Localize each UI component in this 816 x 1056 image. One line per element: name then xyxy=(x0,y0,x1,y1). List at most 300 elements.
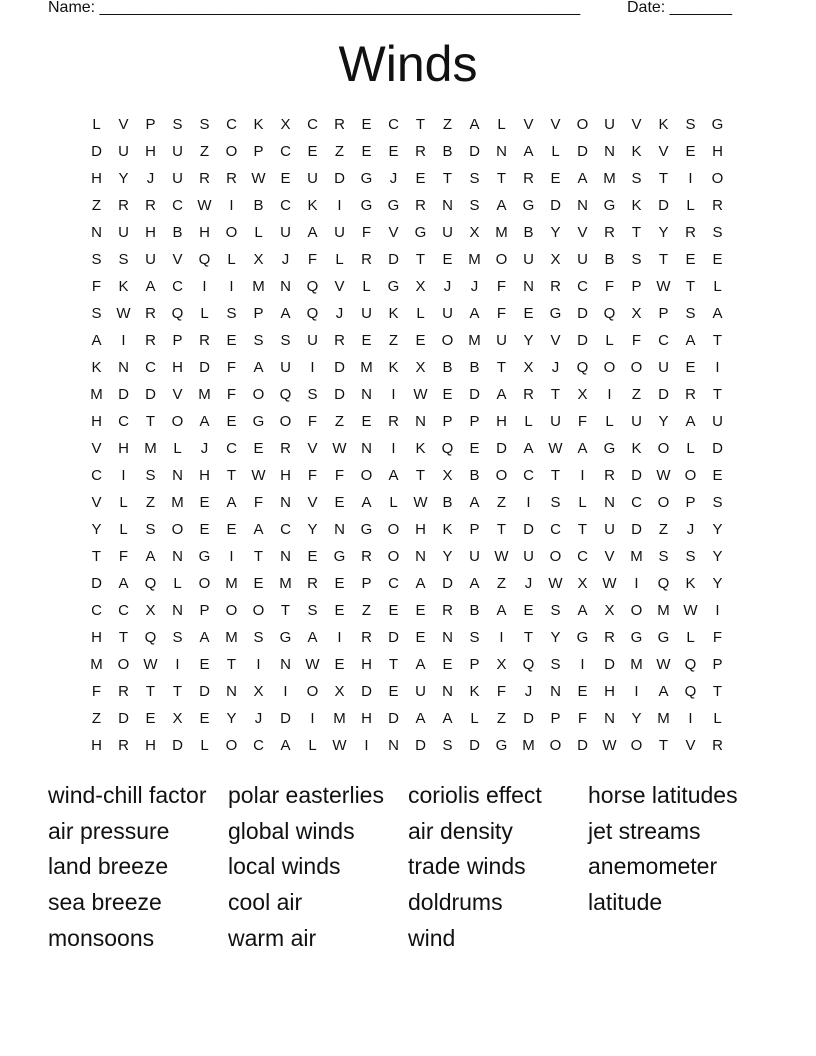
grid-letter: N xyxy=(388,737,399,754)
grid-letter: Q xyxy=(171,305,184,322)
grid-letter: O xyxy=(684,467,697,484)
grid-letter: G xyxy=(549,305,562,322)
grid-letter: L xyxy=(362,278,371,295)
grid-letter: A xyxy=(577,602,588,619)
grid-letter: I xyxy=(634,575,639,592)
grid-letter: C xyxy=(91,602,102,619)
grid-letter: T xyxy=(550,467,561,484)
grid-letter: K xyxy=(307,197,318,214)
grid-letter: U xyxy=(307,332,318,349)
name-field-label: Name: ______________________________________________________ xyxy=(48,0,581,16)
grid-letter: R xyxy=(118,737,129,754)
grid-letter: D xyxy=(388,629,399,646)
grid-letter: K xyxy=(388,359,399,376)
grid-letter: L xyxy=(227,251,236,268)
grid-letter: K xyxy=(388,305,399,322)
grid-letter: V xyxy=(550,116,561,133)
grid-row xyxy=(83,111,733,138)
grid-letter: M xyxy=(225,575,238,592)
grid-letter: E xyxy=(415,332,426,349)
grid-letter: F xyxy=(226,386,237,403)
grid-letter: Q xyxy=(522,656,535,673)
grid-letter: C xyxy=(523,467,534,484)
grid-letter: V xyxy=(307,494,318,511)
grid-letter: U xyxy=(604,116,615,133)
grid-letter: N xyxy=(442,629,453,646)
grid-letter: E xyxy=(361,143,372,160)
grid-letter: B xyxy=(442,494,453,511)
grid-letter: E xyxy=(253,440,264,457)
grid-letter: N xyxy=(118,359,129,376)
grid-letter: L xyxy=(470,710,479,727)
grid-row xyxy=(83,435,733,462)
grid-letter: W xyxy=(656,278,671,295)
grid-letter: Y xyxy=(712,521,723,538)
grid-letter: P xyxy=(658,305,669,322)
word-list-item: local winds xyxy=(228,853,341,880)
grid-letter: I xyxy=(229,548,234,565)
grid-letter: G xyxy=(252,413,265,430)
word-search-grid xyxy=(83,111,733,759)
grid-letter: M xyxy=(333,710,346,727)
grid-letter: W xyxy=(548,575,563,592)
grid-letter: D xyxy=(469,143,480,160)
grid-letter: O xyxy=(630,359,643,376)
grid-letter: A xyxy=(496,197,507,214)
grid-letter: L xyxy=(173,440,182,457)
grid-letter: P xyxy=(199,602,210,619)
grid-letter: M xyxy=(468,332,481,349)
grid-letter: A xyxy=(199,629,210,646)
grid-letter: O xyxy=(441,332,454,349)
grid-letter: X xyxy=(550,251,561,268)
grid-letter: Q xyxy=(576,359,589,376)
grid-letter: Y xyxy=(118,170,129,187)
grid-row xyxy=(83,543,733,570)
grid-letter: K xyxy=(91,359,102,376)
grid-letter: E xyxy=(361,332,372,349)
grid-letter: S xyxy=(280,332,291,349)
grid-letter: M xyxy=(225,629,238,646)
grid-letter: O xyxy=(225,602,238,619)
grid-letter: P xyxy=(631,278,642,295)
grid-letter: D xyxy=(118,386,129,403)
grid-letter: C xyxy=(550,521,561,538)
grid-letter: F xyxy=(118,548,129,565)
grid-letter: E xyxy=(280,170,291,187)
grid-letter: I xyxy=(283,683,288,700)
grid-letter: N xyxy=(604,494,615,511)
grid-letter: O xyxy=(225,737,238,754)
grid-letter: K xyxy=(631,143,642,160)
grid-letter: L xyxy=(389,494,398,511)
grid-letter: Y xyxy=(550,629,561,646)
grid-letter: S xyxy=(469,197,480,214)
grid-letter: N xyxy=(577,197,588,214)
grid-letter: M xyxy=(171,494,184,511)
grid-letter: R xyxy=(442,602,453,619)
grid-letter: P xyxy=(145,116,156,133)
grid-letter: H xyxy=(91,737,102,754)
grid-letter: O xyxy=(603,359,616,376)
grid-letter: G xyxy=(711,116,724,133)
grid-letter: F xyxy=(577,413,588,430)
grid-letter: Q xyxy=(306,278,319,295)
grid-letter: H xyxy=(280,467,291,484)
grid-letter: E xyxy=(253,575,264,592)
grid-letter: N xyxy=(415,548,426,565)
grid-letter: X xyxy=(496,656,507,673)
grid-row xyxy=(83,516,733,543)
word-list-item: monsoons xyxy=(48,924,155,951)
grid-letter: E xyxy=(334,575,345,592)
grid-letter: A xyxy=(280,737,291,754)
word-list-item: global winds xyxy=(228,817,355,844)
grid-row xyxy=(83,165,733,192)
grid-letter: G xyxy=(387,197,400,214)
grid-letter: O xyxy=(657,440,670,457)
grid-letter: F xyxy=(307,413,318,430)
grid-letter: X xyxy=(334,683,345,700)
grid-letter: G xyxy=(414,224,427,241)
grid-letter: R xyxy=(118,683,129,700)
grid-letter: C xyxy=(91,467,102,484)
grid-letter: S xyxy=(442,737,453,754)
grid-letter: A xyxy=(145,548,156,565)
grid-letter: I xyxy=(634,683,639,700)
grid-letter: P xyxy=(712,656,723,673)
grid-letter: E xyxy=(199,494,210,511)
grid-letter: M xyxy=(657,602,670,619)
grid-letter: V xyxy=(631,116,642,133)
grid-letter: T xyxy=(442,170,453,187)
grid-letter: J xyxy=(551,359,560,376)
grid-letter: Y xyxy=(658,224,669,241)
grid-letter: O xyxy=(306,683,319,700)
grid-letter: G xyxy=(387,278,400,295)
grid-letter: Z xyxy=(334,143,345,160)
grid-letter: E xyxy=(307,548,318,565)
grid-letter: R xyxy=(361,548,372,565)
grid-letter: V xyxy=(91,440,102,457)
grid-letter: P xyxy=(469,521,480,538)
grid-letter: E xyxy=(685,143,696,160)
grid-letter: T xyxy=(496,359,507,376)
grid-letter: A xyxy=(307,224,318,241)
grid-letter: F xyxy=(496,305,507,322)
grid-letter: D xyxy=(172,737,183,754)
grid-letter: H xyxy=(415,521,426,538)
grid-row xyxy=(83,381,733,408)
grid-letter: O xyxy=(360,467,373,484)
grid-row xyxy=(83,192,733,219)
grid-letter: B xyxy=(604,251,615,268)
grid-letter: V xyxy=(118,116,129,133)
grid-letter: A xyxy=(577,170,588,187)
grid-letter: S xyxy=(253,332,264,349)
grid-letter: A xyxy=(415,710,426,727)
grid-letter: V xyxy=(172,251,183,268)
grid-letter: Z xyxy=(658,521,669,538)
grid-letter: S xyxy=(91,251,102,268)
grid-letter: T xyxy=(415,251,426,268)
grid-letter: X xyxy=(145,602,156,619)
grid-letter: O xyxy=(630,737,643,754)
grid-letter: D xyxy=(577,332,588,349)
grid-letter: I xyxy=(364,737,369,754)
grid-letter: Y xyxy=(712,548,723,565)
grid-letter: H xyxy=(91,413,102,430)
grid-letter: Z xyxy=(334,413,345,430)
grid-letter: U xyxy=(172,170,183,187)
grid-letter: Y xyxy=(712,575,723,592)
word-list-item: polar easterlies xyxy=(228,782,384,808)
grid-letter: F xyxy=(604,278,615,295)
grid-letter: X xyxy=(253,251,264,268)
grid-letter: K xyxy=(469,683,480,700)
grid-letter: D xyxy=(577,737,588,754)
grid-letter: P xyxy=(550,710,561,727)
grid-letter: S xyxy=(631,170,642,187)
grid-row xyxy=(83,489,733,516)
word-list-item: jet streams xyxy=(588,817,701,844)
grid-letter: C xyxy=(631,494,642,511)
grid-letter: U xyxy=(172,143,183,160)
grid-letter: V xyxy=(550,332,561,349)
grid-letter: K xyxy=(685,575,696,592)
grid-row xyxy=(83,597,733,624)
grid-letter: I xyxy=(607,386,612,403)
grid-letter: X xyxy=(631,305,642,322)
grid-letter: F xyxy=(307,467,318,484)
grid-letter: I xyxy=(310,359,315,376)
grid-row xyxy=(83,462,733,489)
grid-letter: Y xyxy=(658,413,669,430)
grid-letter: S xyxy=(145,467,156,484)
grid-letter: Z xyxy=(91,710,102,727)
grid-letter: D xyxy=(280,710,291,727)
grid-letter: A xyxy=(415,575,426,592)
grid-letter: H xyxy=(361,656,372,673)
grid-letter: A xyxy=(199,413,210,430)
grid-letter: Q xyxy=(684,683,697,700)
grid-letter: P xyxy=(469,656,480,673)
grid-letter: U xyxy=(631,413,642,430)
grid-letter: X xyxy=(172,710,183,727)
grid-letter: O xyxy=(576,116,589,133)
grid-letter: A xyxy=(496,386,507,403)
grid-letter: S xyxy=(685,305,696,322)
grid-letter: T xyxy=(577,521,588,538)
grid-letter: T xyxy=(550,386,561,403)
grid-letter: L xyxy=(119,521,128,538)
grid-letter: A xyxy=(523,440,534,457)
grid-letter: T xyxy=(631,224,642,241)
grid-letter: E xyxy=(199,656,210,673)
grid-letter: G xyxy=(630,629,643,646)
grid-letter: T xyxy=(712,683,723,700)
grid-letter: M xyxy=(522,737,535,754)
grid-letter: V xyxy=(523,116,534,133)
grid-letter: T xyxy=(523,629,534,646)
grid-row xyxy=(83,705,733,732)
grid-letter: C xyxy=(388,575,399,592)
grid-letter: B xyxy=(469,359,480,376)
grid-letter: Q xyxy=(144,575,157,592)
grid-letter: R xyxy=(415,143,426,160)
grid-letter: V xyxy=(91,494,102,511)
grid-letter: Y xyxy=(442,548,453,565)
grid-letter: D xyxy=(523,521,534,538)
grid-letter: E xyxy=(442,386,453,403)
grid-letter: O xyxy=(225,143,238,160)
grid-letter: F xyxy=(361,224,372,241)
grid-letter: R xyxy=(145,197,156,214)
grid-letter: W xyxy=(197,197,212,214)
grid-letter: A xyxy=(118,575,129,592)
grid-letter: L xyxy=(254,224,263,241)
grid-letter: H xyxy=(145,737,156,754)
grid-letter: A xyxy=(307,629,318,646)
grid-letter: R xyxy=(280,440,291,457)
grid-letter: R xyxy=(523,386,534,403)
grid-letter: S xyxy=(172,629,183,646)
grid-letter: A xyxy=(442,710,453,727)
grid-letter: P xyxy=(442,413,453,430)
grid-letter: X xyxy=(415,359,426,376)
grid-letter: F xyxy=(307,251,318,268)
grid-letter: O xyxy=(387,521,400,538)
grid-letter: U xyxy=(496,332,507,349)
grid-letter: P xyxy=(685,494,696,511)
word-list-item: sea breeze xyxy=(48,889,162,916)
grid-letter: S xyxy=(469,629,480,646)
grid-letter: H xyxy=(361,710,372,727)
grid-letter: D xyxy=(469,386,480,403)
grid-letter: C xyxy=(658,332,669,349)
grid-letter: G xyxy=(603,197,616,214)
grid-letter: H xyxy=(91,629,102,646)
grid-letter: E xyxy=(577,683,588,700)
grid-letter: W xyxy=(602,575,617,592)
grid-letter: N xyxy=(280,278,291,295)
grid-letter: N xyxy=(91,224,102,241)
grid-letter: L xyxy=(92,116,101,133)
grid-letter: D xyxy=(631,467,642,484)
grid-letter: M xyxy=(495,224,508,241)
page-title: Winds xyxy=(338,36,478,92)
grid-letter: J xyxy=(389,170,398,187)
grid-letter: O xyxy=(657,494,670,511)
grid-letter: D xyxy=(388,710,399,727)
grid-letter: J xyxy=(254,710,263,727)
grid-letter: E xyxy=(388,683,399,700)
grid-row xyxy=(83,327,733,354)
grid-letter: R xyxy=(361,629,372,646)
grid-letter: D xyxy=(388,251,399,268)
grid-letter: W xyxy=(332,440,347,457)
grid-letter: Z xyxy=(442,116,453,133)
grid-letter: D xyxy=(91,143,102,160)
grid-letter: I xyxy=(580,467,585,484)
grid-letter: V xyxy=(658,143,669,160)
grid-letter: D xyxy=(550,197,561,214)
grid-letter: C xyxy=(172,278,183,295)
grid-letter: J xyxy=(281,251,290,268)
grid-letter: F xyxy=(496,683,507,700)
grid-row xyxy=(83,354,733,381)
grid-letter: L xyxy=(335,251,344,268)
grid-letter: Z xyxy=(496,710,507,727)
grid-letter: L xyxy=(605,332,614,349)
word-list-item: warm air xyxy=(228,924,317,951)
grid-letter: H xyxy=(496,413,507,430)
grid-letter: X xyxy=(280,116,291,133)
grid-letter: F xyxy=(253,494,264,511)
grid-letter: U xyxy=(523,251,534,268)
grid-letter: I xyxy=(688,170,693,187)
grid-letter: L xyxy=(173,575,182,592)
grid-letter: K xyxy=(442,521,453,538)
grid-letter: E xyxy=(388,143,399,160)
grid-letter: V xyxy=(604,548,615,565)
grid-letter: Q xyxy=(198,251,211,268)
grid-letter: S xyxy=(685,548,696,565)
grid-letter: N xyxy=(172,548,183,565)
grid-letter: T xyxy=(712,386,723,403)
grid-letter: R xyxy=(118,197,129,214)
grid-letter: E xyxy=(226,332,237,349)
grid-letter: L xyxy=(200,305,209,322)
grid-letter: F xyxy=(631,332,642,349)
grid-letter: M xyxy=(90,386,103,403)
grid-letter: U xyxy=(361,305,372,322)
grid-letter: L xyxy=(686,629,695,646)
grid-letter: J xyxy=(335,305,344,322)
grid-letter: E xyxy=(550,170,561,187)
grid-letter: Q xyxy=(306,305,319,322)
grid-letter: S xyxy=(172,116,183,133)
grid-letter: O xyxy=(495,467,508,484)
grid-letter: F xyxy=(91,683,102,700)
grid-letter: C xyxy=(226,440,237,457)
grid-letter: J xyxy=(524,683,533,700)
grid-letter: J xyxy=(686,521,695,538)
grid-letter: O xyxy=(225,224,238,241)
grid-letter: N xyxy=(442,197,453,214)
grid-letter: J xyxy=(470,278,479,295)
grid-letter: I xyxy=(175,656,180,673)
grid-letter: T xyxy=(388,656,399,673)
grid-letter: E xyxy=(712,467,723,484)
grid-letter: H xyxy=(604,683,615,700)
word-list-item: cool air xyxy=(228,889,303,916)
grid-letter: Y xyxy=(550,224,561,241)
grid-letter: A xyxy=(469,575,480,592)
grid-letter: G xyxy=(333,548,346,565)
grid-letter: T xyxy=(685,278,696,295)
grid-letter: F xyxy=(577,710,588,727)
grid-letter: D xyxy=(604,656,615,673)
grid-letter: F xyxy=(91,278,102,295)
grid-letter: S xyxy=(685,116,696,133)
grid-letter: E xyxy=(685,251,696,268)
grid-letter: T xyxy=(172,683,183,700)
grid-letter: N xyxy=(280,656,291,673)
grid-letter: G xyxy=(576,629,589,646)
grid-letter: K xyxy=(658,116,669,133)
grid-letter: U xyxy=(415,683,426,700)
